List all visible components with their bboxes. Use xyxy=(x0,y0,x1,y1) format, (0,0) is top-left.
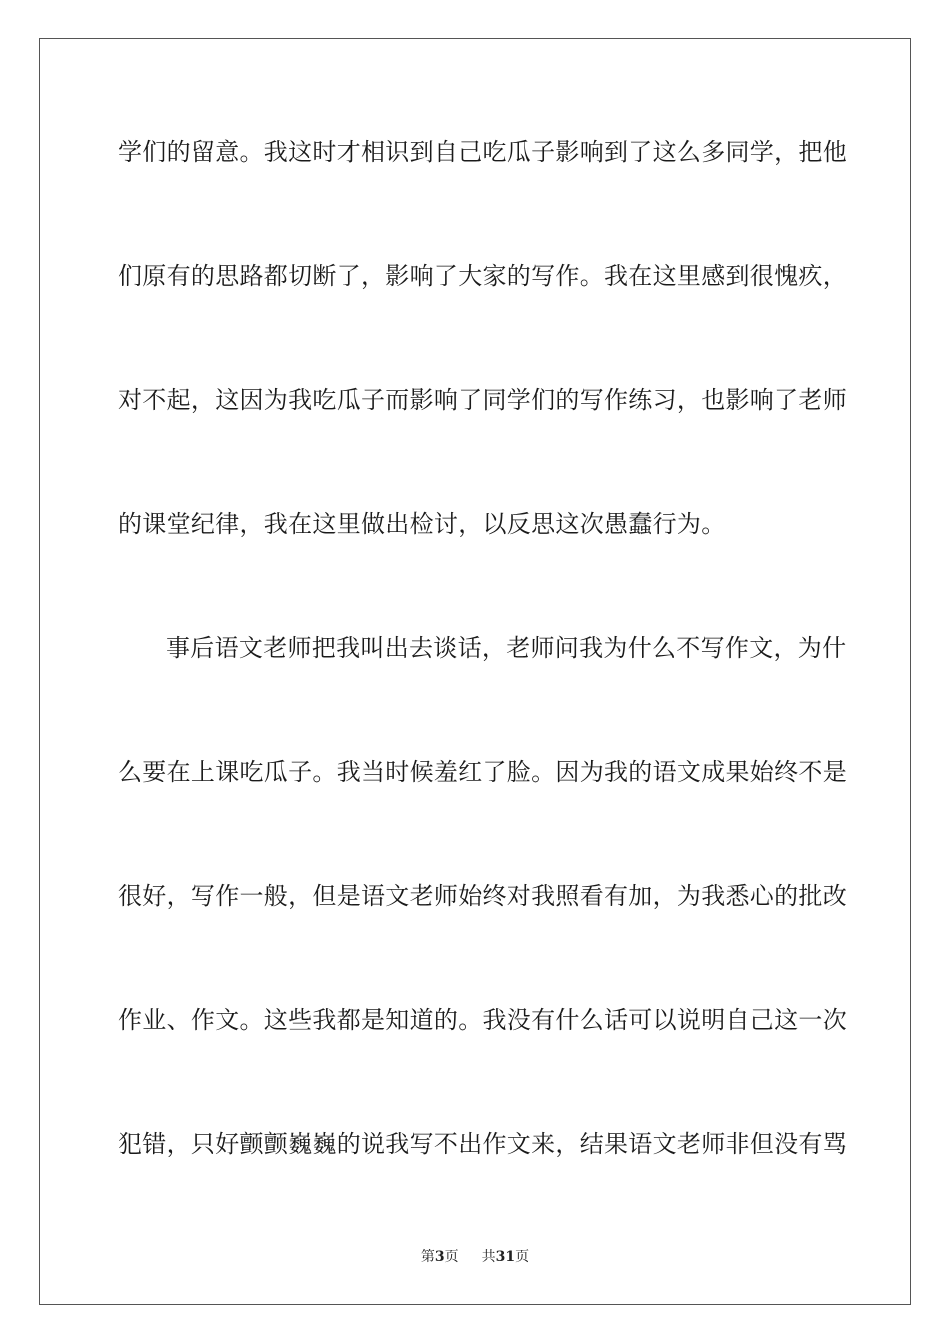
page-prefix: 第 xyxy=(420,1249,435,1265)
body-text-line-4: 的课堂纪律，我在这里做出检讨，以反思这次愚蠢行为。 xyxy=(118,510,726,538)
page-number: 3 xyxy=(434,1249,445,1265)
paragraph-start-line-5: 事后语文老师把我叫出去谈话，老师问我为什么不写作文，为什 xyxy=(166,634,847,662)
total-pages: 31 xyxy=(495,1249,516,1265)
page-footer xyxy=(0,1248,950,1266)
page-border xyxy=(39,38,911,1305)
body-text-line-3: 对不起，这因为我吃瓜子而影响了同学们的写作练习，也影响了老师 xyxy=(118,386,847,414)
total-suffix: 页 xyxy=(515,1249,530,1265)
body-text-line-6: 么要在上课吃瓜子。我当时候羞红了脸。因为我的语文成果始终不是 xyxy=(118,758,847,786)
total-prefix: 共 xyxy=(481,1249,496,1265)
page-number-label xyxy=(421,1248,459,1266)
body-text-line-7: 很好，写作一般，但是语文老师始终对我照看有加，为我悉心的批改 xyxy=(118,882,847,910)
body-text-line-2: 们原有的思路都切断了，影响了大家的写作。我在这里感到很愧疚， xyxy=(118,262,847,290)
body-text-line-9: 犯错，只好颤颤巍巍的说我写不出作文来，结果语文老师非但没有骂 xyxy=(118,1130,847,1158)
page-suffix: 页 xyxy=(444,1249,459,1265)
body-text-line-1: 学们的留意。我这时才相识到自己吃瓜子影响到了这么多同学，把他 xyxy=(118,138,847,166)
page-total-label xyxy=(482,1248,529,1266)
body-text-line-8: 作业、作文。这些我都是知道的。我没有什么话可以说明自己这一次 xyxy=(118,1006,847,1034)
